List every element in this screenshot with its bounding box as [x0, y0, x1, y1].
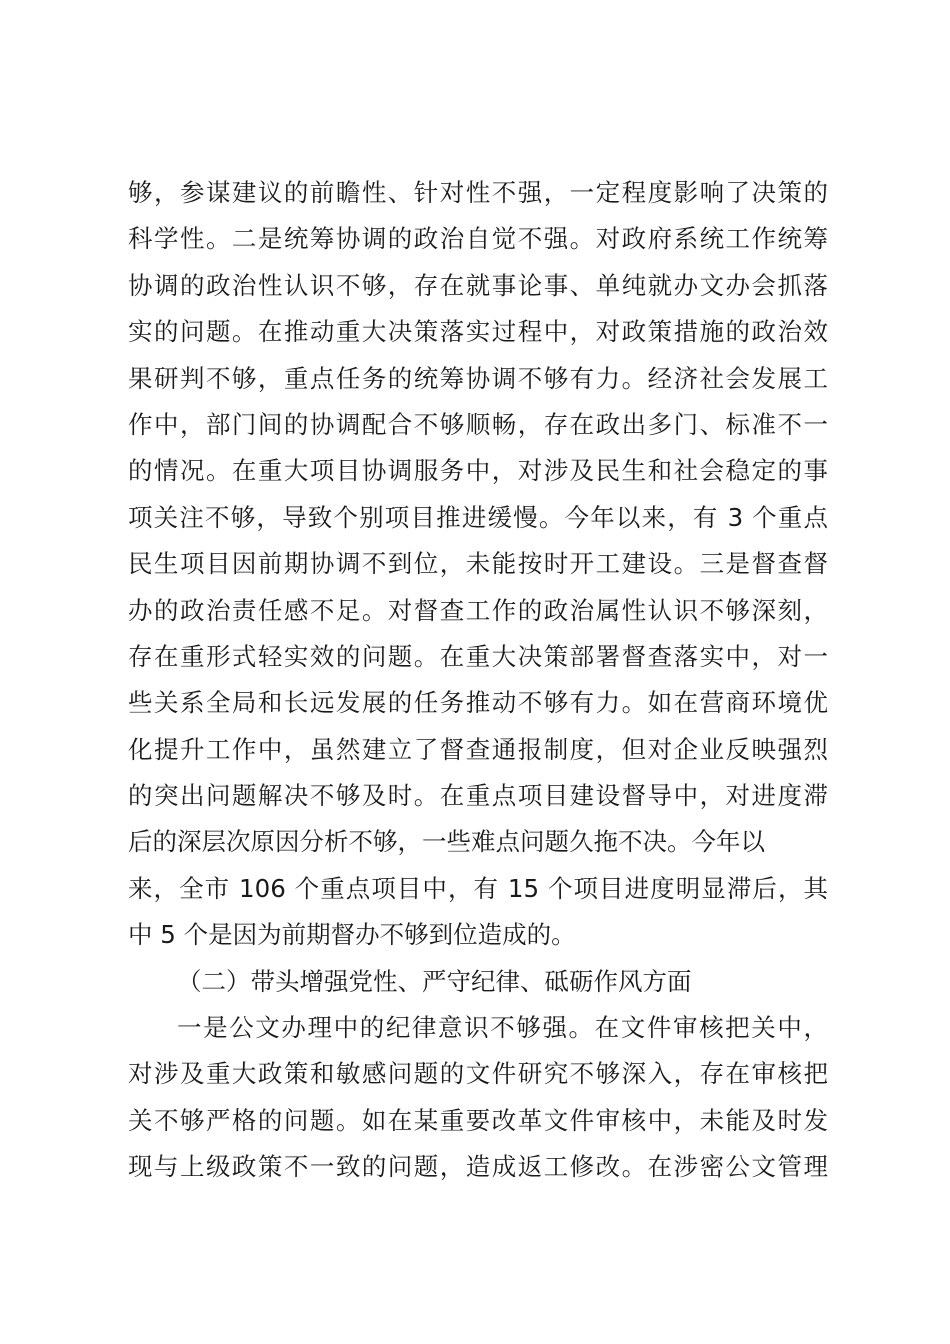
paragraph-line: 果研判不够，重点任务的统筹协调不够有力。经济社会发展工	[128, 363, 828, 393]
paragraph-line: 存在重形式轻实效的问题。在重大决策部署督查落实中，对一	[128, 641, 828, 671]
document-body	[128, 170, 828, 1191]
paragraph-line: 一是公文办理中的纪律意识不够强。在文件审核把关中，	[177, 1013, 828, 1043]
paragraph-line: 实的问题。在推动重大决策落实过程中，对政策措施的政治效	[128, 317, 828, 347]
paragraph-line: 化提升工作中，虽然建立了督查通报制度，但对企业反映强烈	[128, 734, 828, 764]
paragraph-line: 的情况。在重大项目协调服务中，对涉及民生和社会稳定的事	[128, 456, 828, 486]
paragraph-line: 的突出问题解决不够及时。在重点项目建设督导中，对进度滞	[128, 781, 828, 811]
paragraph-line: 作中，部门间的协调配合不够顺畅，存在政出多门、标准不一	[128, 409, 828, 439]
paragraph-line: 关不够严格的问题。如在某重要改革文件审核中，未能及时发	[128, 1105, 828, 1135]
paragraph-line: 项关注不够，导致个别项目推进缓慢。今年以来，有 3 个重点	[128, 502, 828, 532]
paragraph-line: 协调的政治性认识不够，存在就事论事、单纯就办文办会抓落	[128, 270, 828, 300]
paragraph-line: 后的深层次原因分析不够，一些难点问题久拖不决。今年以	[128, 827, 765, 857]
section-heading: （二）带头增强党性、严守纪律、砥砺作风方面	[177, 966, 692, 996]
paragraph-line: 些关系全局和长远发展的任务推动不够有力。如在营商环境优	[128, 688, 828, 718]
paragraph-line: 中 5 个是因为前期督办不够到位造成的。	[128, 920, 576, 950]
paragraph-line: 来，全市 106 个重点项目中，有 15 个项目进度明显滞后，其	[128, 873, 828, 903]
paragraph-line: 对涉及重大政策和敏感问题的文件研究不够深入，存在审核把	[128, 1059, 828, 1089]
paragraph-line: 民生项目因前期协调不到位，未能按时开工建设。三是督查督	[128, 549, 828, 579]
paragraph-line: 科学性。二是统筹协调的政治自觉不强。对政府系统工作统筹	[128, 224, 828, 254]
paragraph-line: 办的政治责任感不足。对督查工作的政治属性认识不够深刻，	[128, 595, 828, 625]
paragraph-line: 现与上级政策不一致的问题，造成返工修改。在涉密公文管理	[128, 1152, 828, 1182]
paragraph-line: 够，参谋建议的前瞻性、针对性不强，一定程度影响了决策的	[128, 178, 828, 207]
